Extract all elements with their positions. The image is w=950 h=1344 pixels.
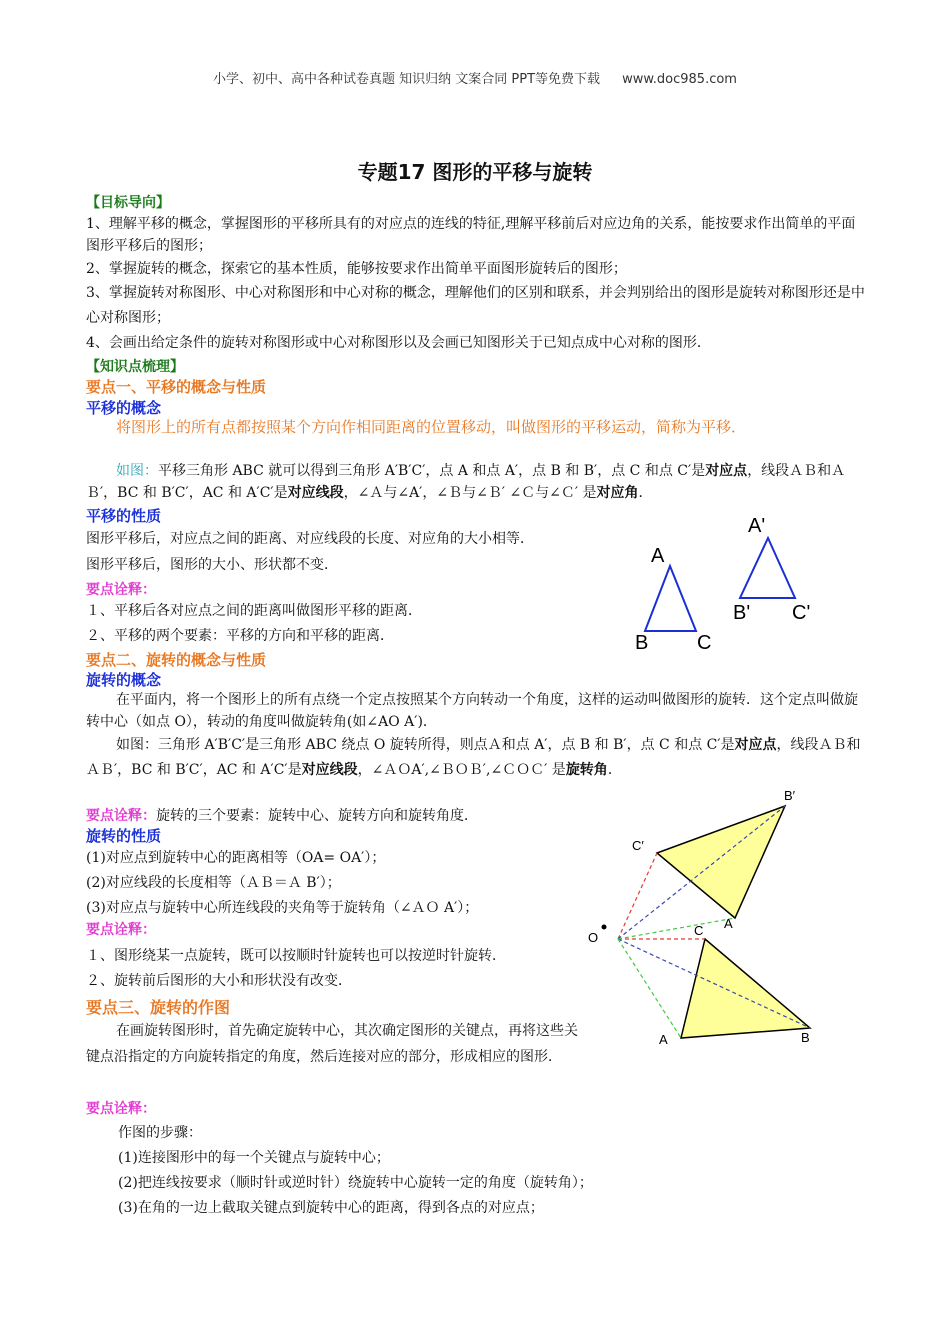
section-2-heading: 要点二、旋转的概念与性质 — [86, 651, 267, 669]
rotation-property-title: 旋转的性质 — [86, 827, 162, 845]
translation-note-1: １、平移后各对应点之间的距离叫做图形平移的距离． — [86, 603, 422, 619]
rotation-note-line — [86, 805, 606, 827]
dash-line — [618, 853, 657, 939]
rotation-example — [86, 733, 866, 783]
rotation-drawing-text: 在画旋转图形时，首先确定旋转中心，其次确定图形的关键点，再将这些关键点沿指定的方向旋转指定的角度，然后连接对应的部分，形成相应的图形． — [86, 1023, 578, 1065]
label-o: O — [588, 930, 599, 945]
translation-note-2: ２、平移的两个要素：平移的方向和平移的距离． — [86, 628, 394, 644]
note-title-4: 要点诠释： — [86, 1101, 156, 1117]
knowledge-heading: 【知识点梳理】 — [86, 359, 184, 375]
triangle-abc — [645, 566, 696, 631]
header-text: 小学、初中、高中各种试卷真题 知识归纳 文案合同 PPT等免费下载 — [213, 72, 601, 87]
goal-item-4: 4、会画出给定条件的旋转对称图形或中心对称图形以及会画已知图形关于已知点成中心对称的图形． — [86, 335, 711, 351]
label-b: B — [635, 632, 649, 654]
rotation-concept-title: 旋转的概念 — [86, 671, 162, 689]
translation-example — [86, 460, 856, 504]
label-a-prime: A' — [748, 515, 766, 537]
header-url[interactable]: www.doc985.com — [622, 72, 737, 87]
bold-term: 对应线段 — [301, 762, 358, 778]
example-text: ，线段ＡＢ和ＡＢ′，BC 和 B′C′，AC 和 A′C′是 — [86, 463, 846, 501]
label-a: A — [651, 545, 665, 567]
rotation-note-1: １、图形绕某一点旋转，既可以按顺时针旋转也可以按逆时针旋转． — [86, 948, 506, 964]
center-point — [602, 925, 607, 930]
example-text: ，线段ＡＢ和ＡＢ′，BC 和 B′C′，AC 和 A′C′是 — [86, 737, 861, 778]
rotation-property-2: (2)对应线段的长度相等（ＡＢ＝Ａ B′）； — [86, 875, 341, 891]
bold-term: 对应线段 — [287, 485, 344, 501]
example-text: 平移三角形 ABC 就可以得到三角形 A′B′C′，点 A 和点 A′，点 B 和 B′，点 C 和点 C′是 — [158, 463, 706, 479]
example-text: 如图：三角形 A′B′C′是三角形 ABC 绕点 O 旋转所得，则点Ａ和点 A′，点 B 和 B′，点 C 和点 C′是 — [116, 737, 735, 753]
triangle-original — [681, 939, 810, 1038]
triangle-rotated — [657, 806, 785, 918]
rotation-property-3: (3)对应点与旋转中心所连线段的夹角等于旋转角（∠ＡＯ A′）； — [86, 900, 479, 916]
goal-item-3: 3、掌握旋转对称图形、中心对称图形和中心对称的概念，理解他们的区别和联系，并会判别给出的图形是旋转对称图形还是中心对称图形； — [86, 285, 865, 326]
rotation-figure — [580, 780, 850, 1055]
label-c: C — [697, 632, 712, 654]
translation-concept-title: 平移的概念 — [86, 399, 162, 417]
translation-property-2: 图形平移后，图形的大小、形状都不变． — [86, 557, 338, 573]
label-b-prime: B′ — [784, 788, 796, 803]
example-text: ，∠ＡＯA′,∠ＢＯＢ′,∠ＣＯＣ′ 是 — [357, 762, 566, 778]
label-c: C — [694, 923, 704, 938]
step-1: (1)连接图形中的每一个关键点与旋转中心； — [118, 1150, 390, 1166]
page-title: 专题17 图形的平移与旋转 — [357, 160, 593, 184]
note-title-2: 要点诠释： — [86, 808, 156, 824]
section-3-heading: 要点三、旋转的作图 — [86, 998, 231, 1017]
label-a: A — [659, 1032, 668, 1047]
rotation-three-elements: 旋转的三个要素：旋转中心、旋转方向和旋转角度． — [156, 808, 478, 824]
example-text: ． — [607, 762, 622, 778]
bold-term: 对应点 — [734, 737, 777, 753]
section-1-heading: 要点一、平移的概念与性质 — [86, 378, 267, 396]
translation-definition: 将图形上的所有点都按照某个方向作相同距离的位置移动，叫做图形的平移运动，简称为平移． — [116, 418, 747, 436]
example-text: ，∠Ａ与∠A′，∠Ｂ与∠Ｂ′ ∠Ｃ与∠Ｃ′ 是 — [343, 485, 597, 501]
triangle-abc-prime — [740, 538, 795, 598]
label-c-prime: C′ — [632, 838, 644, 853]
note-title-1: 要点诠释： — [86, 582, 156, 598]
rotation-note-2: ２、旋转前后图形的大小和形状没有改变． — [86, 973, 352, 989]
goal-item-1: 1、理解平移的概念，掌握图形的平移所具有的对应点的连线的特征,理解平移前后对应边角的关系，能按要求作出简单的平面图形平移后的图形； — [86, 216, 856, 254]
example-prefix: 如图： — [116, 463, 158, 479]
goal-item-2: 2、掌握旋转的概念，探索它的基本性质，能够按要求作出简单平面图形旋转后的图形； — [86, 261, 627, 277]
bold-term: 旋转角 — [565, 762, 608, 778]
goal-heading: 【目标导向】 — [86, 195, 170, 211]
translation-figure — [620, 505, 840, 655]
dash-line — [618, 918, 735, 939]
rotation-definition: 在平面内，将一个图形上的所有点绕一个定点按照某个方向转动一个角度，这样的运动叫做图形的旋转．这个定点叫做旋转中心（如点 O），转动的角度叫做旋转角(如∠AO A′)． — [86, 692, 858, 730]
translation-property-title: 平移的性质 — [86, 507, 162, 525]
note-title-3: 要点诠释： — [86, 922, 156, 938]
step-2: (2)把连线按要求（顺时针或逆时针）绕旋转中心旋转一定的角度（旋转角）； — [118, 1175, 593, 1191]
bold-term: 对应角 — [596, 485, 639, 501]
page-header — [0, 68, 950, 87]
steps-title: 作图的步骤： — [118, 1125, 202, 1141]
label-b-prime: B' — [733, 602, 751, 624]
rotation-property-1: (1)对应点到旋转中心的距离相等（OA= OA′）； — [86, 850, 386, 866]
label-b: B — [801, 1030, 810, 1045]
example-text: ． — [638, 485, 653, 501]
label-a-prime: A — [724, 916, 733, 931]
dash-line — [618, 939, 681, 1038]
bold-term: 对应点 — [705, 463, 748, 479]
label-c-prime: C' — [792, 602, 811, 624]
translation-property-1: 图形平移后，对应点之间的距离、对应线段的长度、对应角的大小相等． — [86, 531, 534, 547]
step-3: (3)在角的一边上截取关键点到旋转中心的距离，得到各点的对应点； — [118, 1200, 544, 1216]
